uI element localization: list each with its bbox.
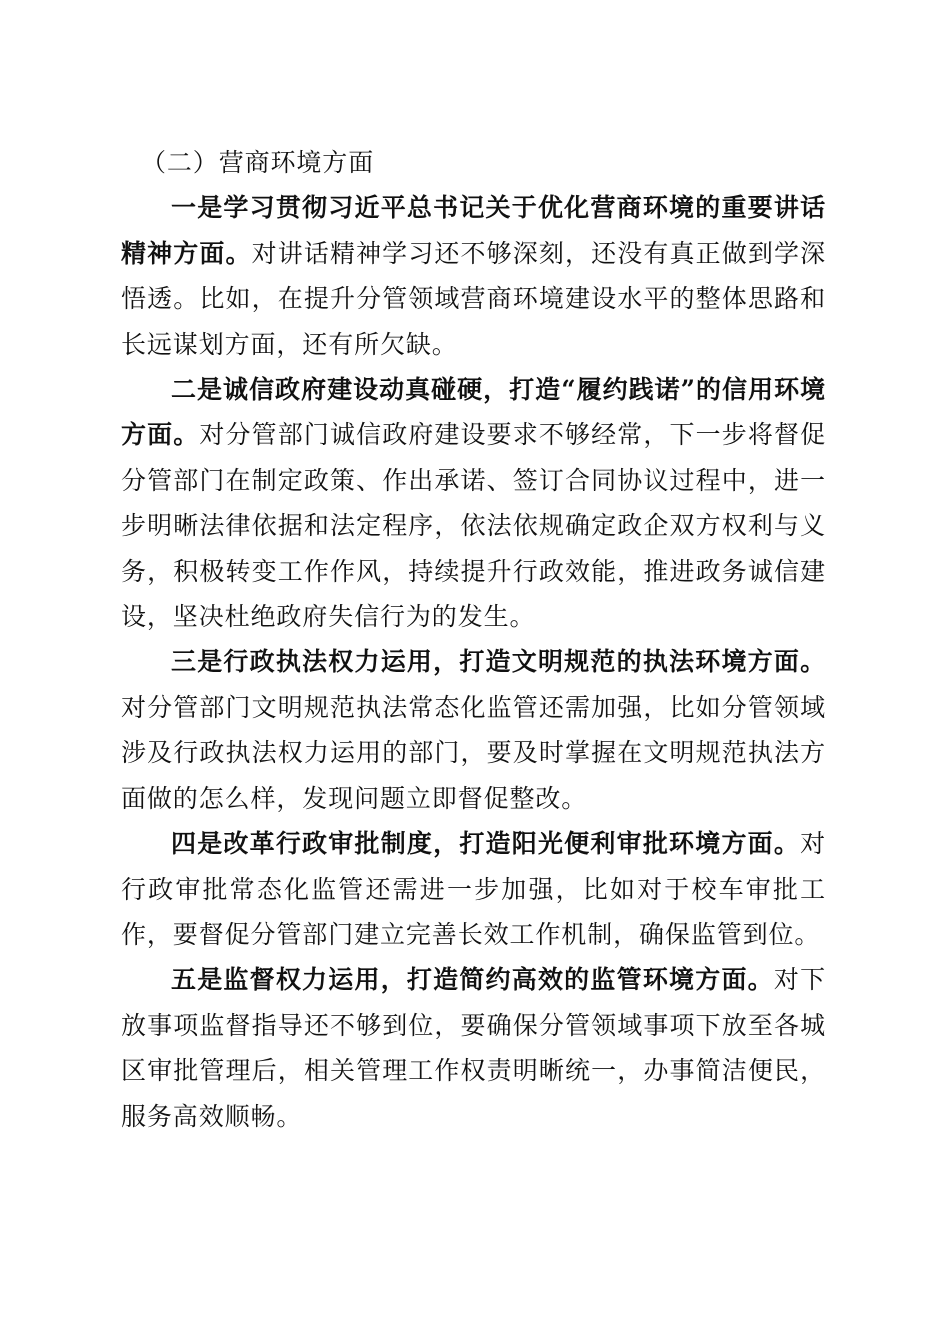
paragraph-1 [121,185,826,367]
paragraph-5-lead: 五是监督权力运用，打造简约高效的监管环境方面。 [171,965,774,995]
paragraph-1-body: 对讲话精神学习还不够深刻，还没有真正做到学深悟透。比如，在提升分管领域营商环境建设水平的整体思路和长远谋划方面，还有所欠缺。 [121,238,826,359]
paragraph-4-lead: 四是改革行政审批制度，打造阳光便利审批环境方面。 [171,829,801,859]
paragraph-3-body: 对分管部门文明规范执法常态化监管还需加强，比如分管领域涉及行政执法权力运用的部门，要及时掌握在文明规范执法方面做的怎么样，发现问题立即督促整改。 [121,692,826,813]
section-heading: （二）营商环境方面 [141,148,375,177]
paragraph-4-body: 对行政审批常态化监管还需进一步加强，比如对于校车审批工作，要督促分管部门建立完善长效工作机制，确保监管到位。 [121,829,826,949]
paragraph-5 [121,957,826,1139]
paragraph-2-lead: 二是诚信政府建设动真碰硬，打造“履约践诺”的信用环境方面。 [121,375,826,450]
paragraph-5-body: 对下放事项监督指导还不够到位，要确保分管领域事项下放至各城区审批管理后，相关管理工作权责明晰统一，办事简洁便民，服务高效顺畅。 [121,965,826,1131]
paragraph-3 [121,639,826,821]
paragraph-1-lead: 一是学习贯彻习近平总书记关于优化营商环境的重要讲话精神方面。 [121,193,826,268]
paragraph-2-body: 对分管部门诚信政府建设要求不够经常，下一步将督促分管部门在制定政策、作出承诺、签订合同协议过程中，进一步明晰法律依据和法定程序，依法依规确定政企双方权利与义务，积极转变工作作风，持续提升行政效能，推进政务诚信建设，坚决杜绝政府失信行为的发生。 [121,420,826,632]
paragraph-2 [121,367,826,639]
paragraph-4 [121,821,826,957]
paragraph-3-lead: 三是行政执法权力运用，打造文明规范的执法环境方面。 [171,647,826,677]
document-body [121,140,826,1139]
